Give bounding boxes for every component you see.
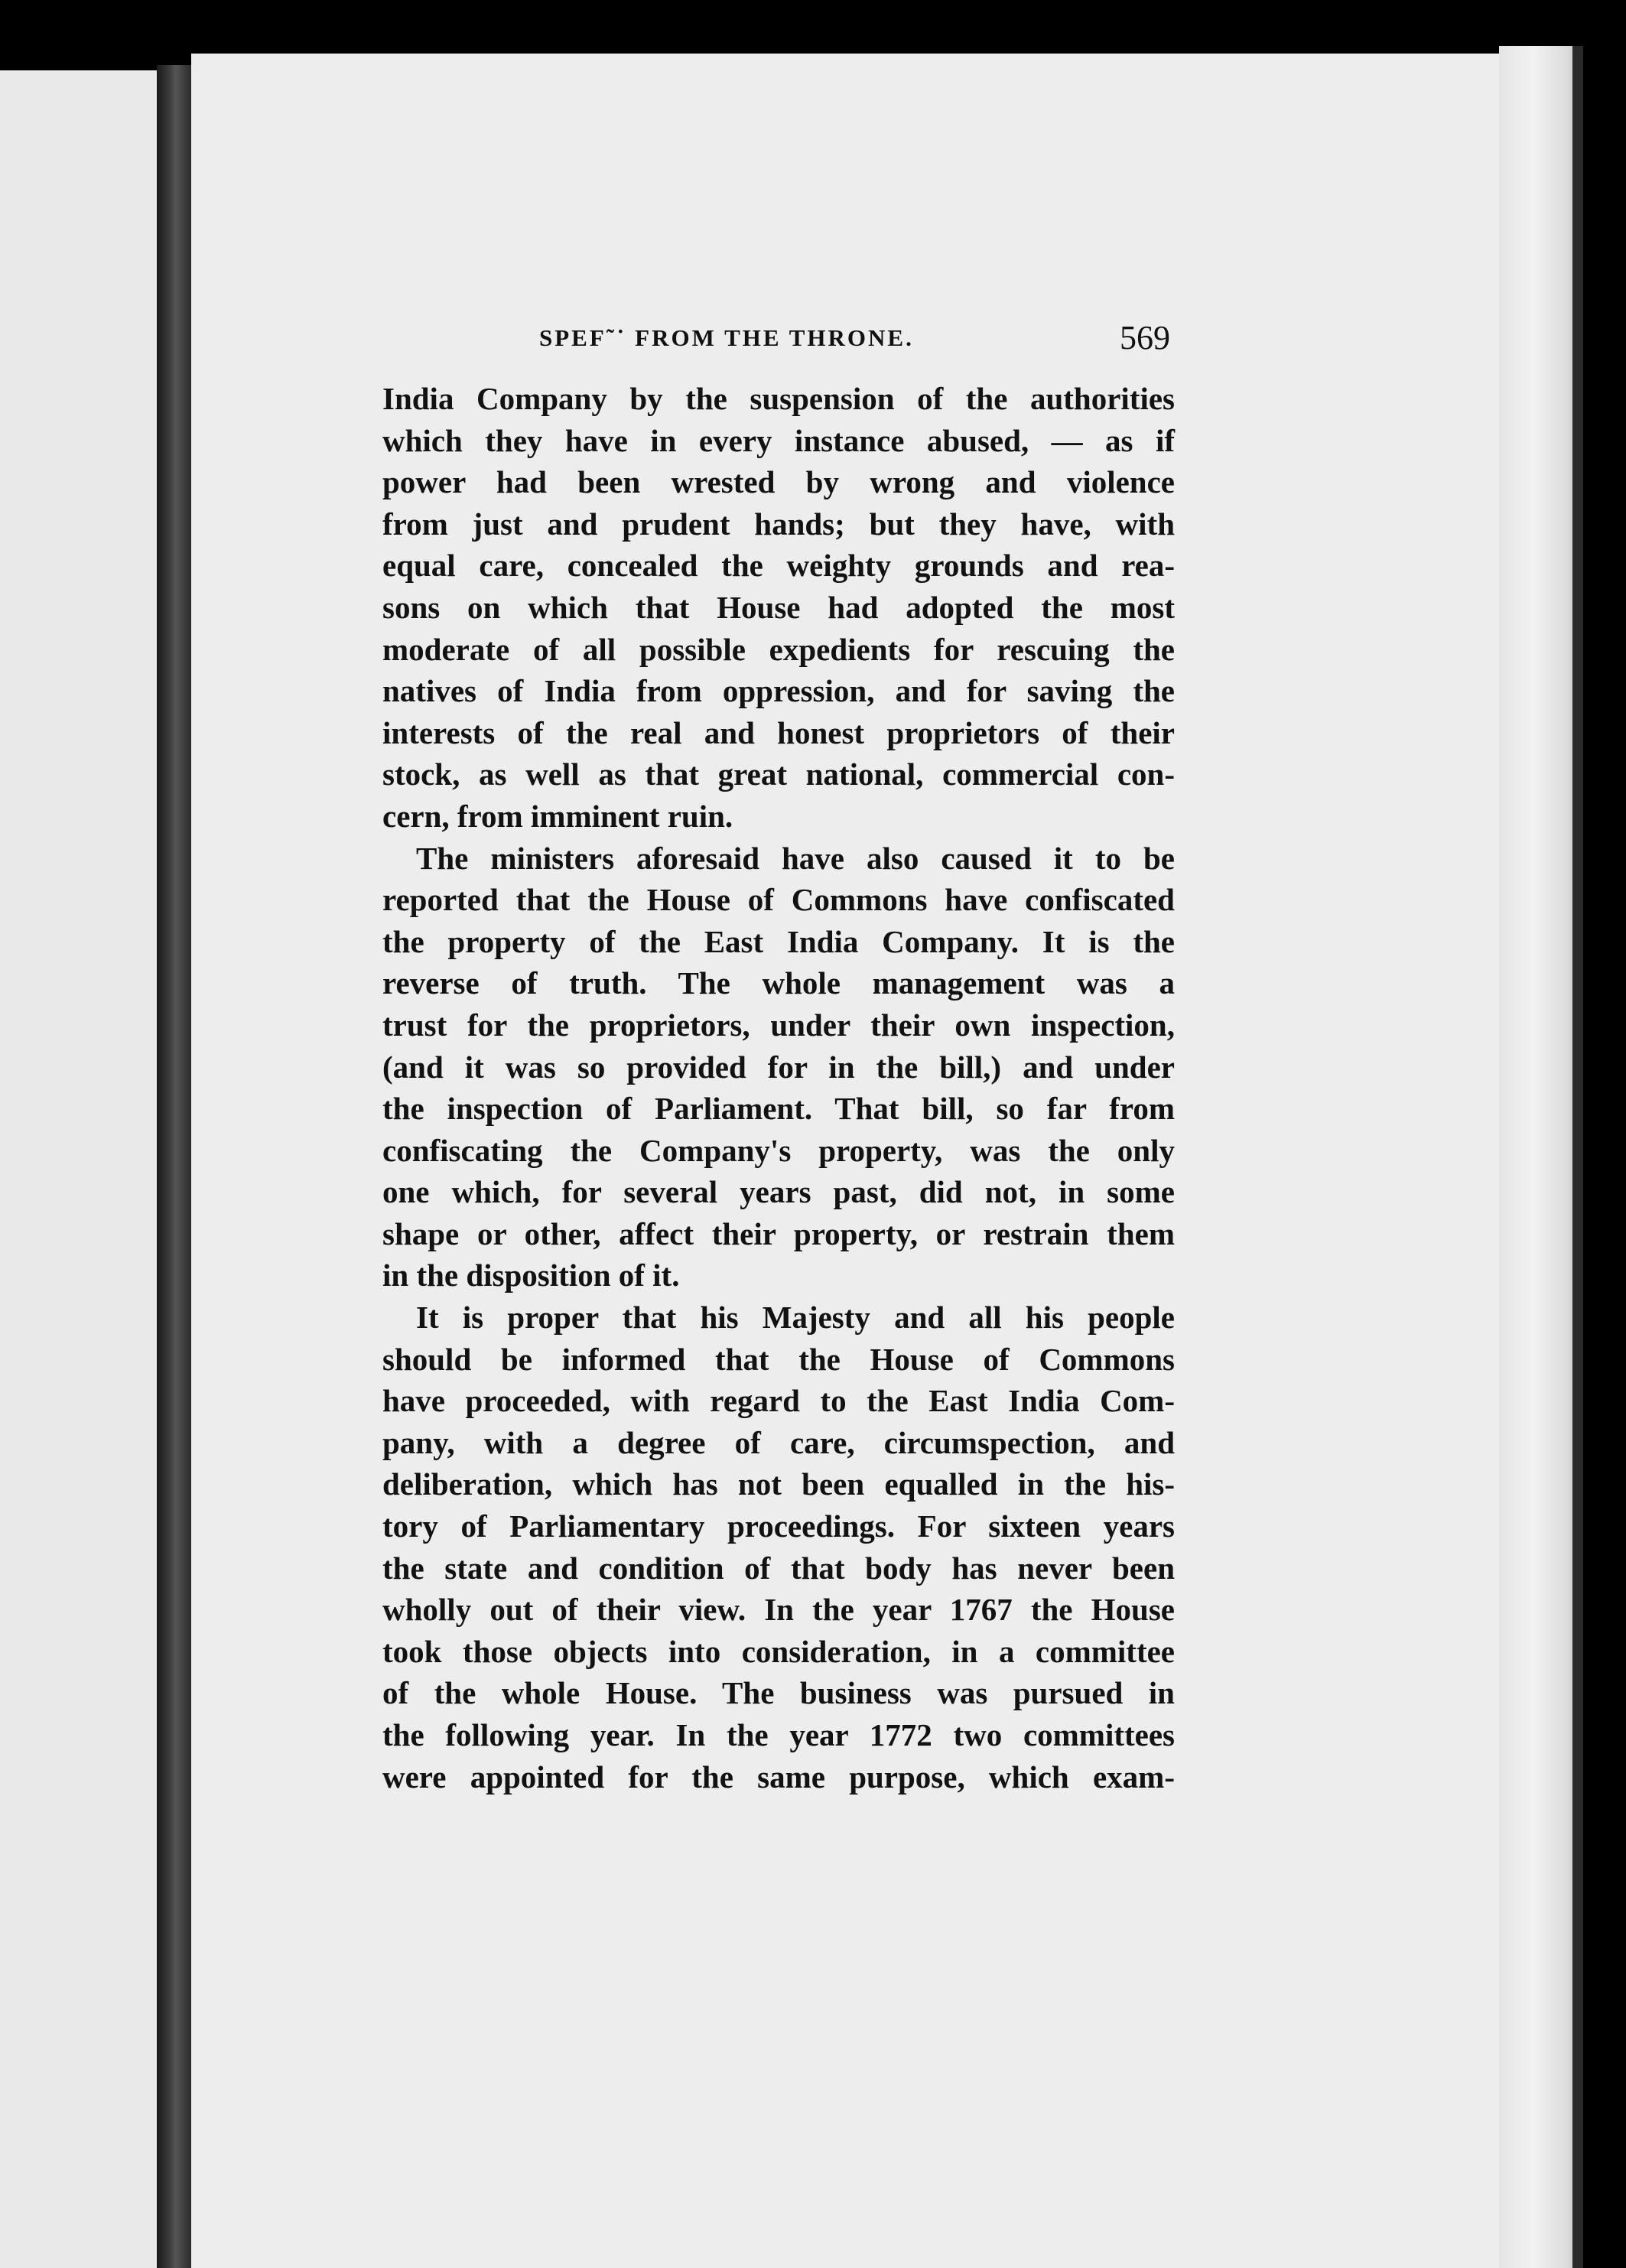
body-text (382, 378, 1175, 1798)
text-line: tory of Parliamentary proceedings. For sixteen years (382, 1508, 1175, 1544)
text-line: The ministers aforesaid have also caused it to be (416, 840, 1175, 876)
text-line: the inspection of Parliament. That bill, so far from (382, 1091, 1175, 1127)
text-line: trust for the proprietors, under their own inspection, (382, 1007, 1175, 1043)
text-line: India Company by the suspension of the authorities (382, 381, 1175, 416)
text-line: reported that the House of Commons have confiscated (382, 882, 1175, 918)
text-line: equal care, concealed the weighty grounds and rea- (382, 548, 1175, 584)
text-line: sons on which that House had adopted the most (382, 589, 1175, 625)
text-line: the following year. In the year 1772 two committees (382, 1717, 1175, 1752)
text-line: the state and condition of that body has never been (382, 1550, 1175, 1586)
text-line: from just and prudent hands; but they have, with (382, 506, 1175, 542)
paragraph (382, 838, 1175, 1297)
page-number: 569 (1120, 319, 1170, 356)
text-line: the property of the East India Company. It is the (382, 923, 1175, 959)
text-line: pany, with a degree of care, circumspection, and (382, 1424, 1175, 1460)
text-line: one which, for several years past, did not, in some (382, 1174, 1175, 1210)
text-line: power had been wrested by wrong and violence (382, 464, 1175, 500)
text-line: which they have in every instance abused, — as if (382, 422, 1175, 458)
text-line: of the whole House. The business was pursued in (382, 1675, 1175, 1711)
text-line: should be informed that the House of Commons (382, 1341, 1175, 1377)
text-line: It is proper that his Majesty and all his people (416, 1300, 1175, 1336)
text-line: took those objects into consideration, in a committee (382, 1633, 1175, 1669)
text-line: in the disposition of it. (382, 1258, 680, 1293)
book-gutter (157, 65, 191, 2268)
running-head (386, 318, 1170, 356)
right-page-edge (1499, 46, 1583, 2268)
text-line: reverse of truth. The whole management was a (382, 965, 1175, 1001)
text-line: shape or other, affect their property, or restrain them (382, 1215, 1175, 1251)
left-page-edge (0, 70, 157, 2268)
page-edge-shadow (1572, 46, 1583, 2268)
text-line: (and it was so provided for in the bill,) and under (382, 1049, 1175, 1085)
text-line: confiscating the Company's property, was the only (382, 1132, 1175, 1168)
text-line: have proceeded, with regard to the East India Com- (382, 1383, 1175, 1419)
text-line: deliberation, which has not been equalled in the his- (382, 1466, 1175, 1502)
running-title: SPEF˜˙ FROM THE THRONE. (539, 324, 914, 351)
text-line: were appointed for the same purpose, which exam- (382, 1759, 1175, 1795)
text-line: stock, as well as that great national, commercial con- (382, 757, 1175, 792)
text-line: interests of the real and honest proprietors of their (382, 714, 1175, 750)
paragraph (382, 1297, 1175, 1798)
text-line: cern, from imminent ruin. (382, 798, 733, 834)
paragraph (382, 378, 1175, 838)
text-line: wholly out of their view. In the year 1767 the House (382, 1592, 1175, 1628)
text-line: natives of India from oppression, and for saving the (382, 673, 1175, 709)
text-line: moderate of all possible expedients for rescuing the (382, 631, 1175, 667)
